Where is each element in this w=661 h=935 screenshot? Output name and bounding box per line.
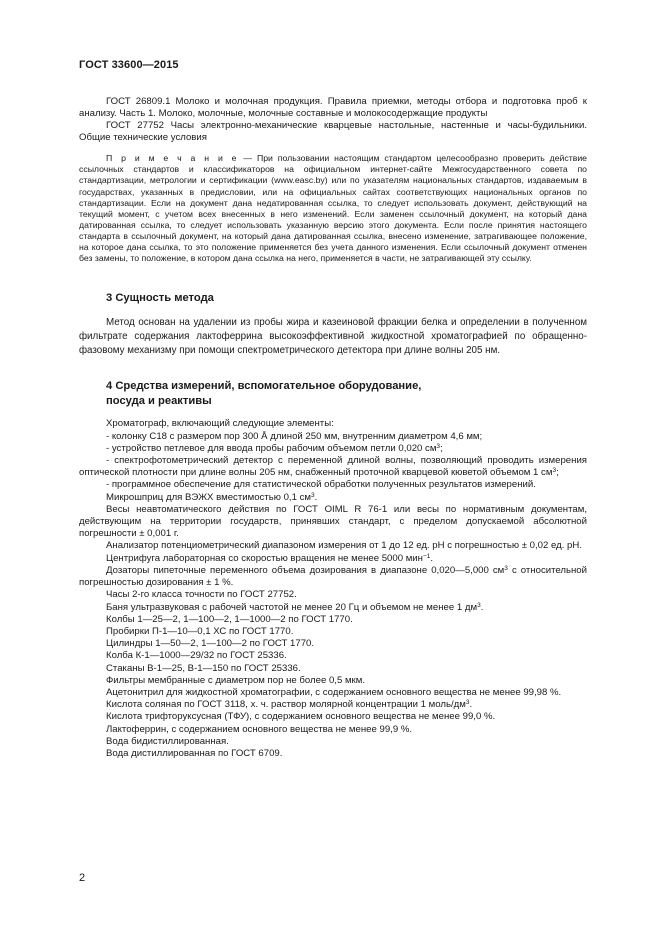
- document-header: ГОСТ 33600—2015: [79, 59, 179, 71]
- list-item: Микрошприц для ВЭЖХ вместимостью 0,1 $см^3$.: [106, 491, 318, 503]
- list-item: - устройство петлевое для ввода пробы рабочим объемом петли 0,020 $см^3$;: [106, 442, 443, 454]
- equipment-list: [79, 418, 587, 760]
- list-item: Центрифуга лабораторная со скоростью вращения не менее 5000 мин$^{-1}$.: [106, 552, 434, 564]
- list-item: Ацетонитрил для жидкостной хроматографии, с содержанием основного вещества не менее 99,98 %.: [106, 686, 562, 698]
- list-item: - колонку С18 с размером пор 300 Å длиной 250 мм, внутренним диаметром 4,6 мм;: [106, 430, 483, 442]
- note-text: — При пользовании настоящим стандартом целесообразно проверить действие ссылочных стандартов и классификаторов на официальном интернет-сайте Межгосударственного совета по стандартизации, метрологии и сертификации (www.easc.by) или по указателям национальных стандартов, издаваемым в государствах, указанных в предисловии, или на официальных сайтах соответствующих национальных органов по стандартизации. Если на документ дана недатированная ссылка, то следует использовать документ, действующий на текущий момент, с учетом всех внесенных в него изменений. Если заменен ссылочный документ, на который дана датированная ссылка, то следует использовать указанную версию этого документа. Если после принятия настоящего стандарта в ссылочный документ, на который дана датированная ссылка, внесено изменение, затрагивающее положение, на которое дана ссылка, то это положение применяется без учета данного изменения. Если ссылочный документ отменен без замены, то положение, в котором дана ссылка на него, применяется в части, не затрагивающей эту ссылку.: [79, 153, 587, 263]
- list-item: Дозаторы пипеточные переменного объема дозирования в диапазоне 0,020—5,000 $см^3$ с относительной погрешностью дозирования ± 1 %.: [79, 564, 587, 589]
- note-paragraph: [79, 153, 587, 263]
- section-4-heading: [79, 379, 587, 409]
- list-item: Вода бидистиллированная.: [106, 735, 229, 747]
- list-item: Колбы 1—25—2, 1—100—2, 1—1000—2 по ГОСТ 1770.: [106, 613, 353, 625]
- page-number: 2: [79, 872, 86, 884]
- section-4-heading-line2: посуда и реактивы: [106, 395, 212, 408]
- list-item: Лактоферрин, с содержанием основного вещества не менее 99,9 %.: [106, 723, 413, 735]
- list-item: Хроматограф, включающий следующие элементы:: [106, 418, 334, 430]
- page-content: [79, 96, 587, 760]
- list-item: Вода дистиллированная по ГОСТ 6709.: [106, 747, 283, 759]
- section-3-body: Метод основан на удалении из пробы жира и казеиновой фракции белка и определении в полученном фильтрате содержания лактоферрина высокоэффективной жидкостной хроматографией по обращенно-фазовому механизму при помощи спектрометрического детектора при длине волны 205 нм.: [79, 316, 587, 357]
- list-item: Цилиндры 1—50—2, 1—100—2 по ГОСТ 1770.: [106, 638, 315, 650]
- section-4-heading-line1: 4 Средства измерений, вспомогательное оборудование,: [106, 380, 422, 393]
- list-item: Анализатор потенциометрический диапазоном измерения от 1 до 12 ед. рН с погрешностью ± 0,02 ед. рН.: [106, 540, 582, 552]
- list-item: - программное обеспечение для статистической обработки полученных результатов измерений.: [106, 479, 536, 491]
- note-label: П р и м е ч а н и е: [106, 153, 239, 164]
- list-item: Колба К-1—1000—29/32 по ГОСТ 25336.: [106, 650, 287, 662]
- list-item: Кислота соляная по ГОСТ 3118, х. ч. раствор молярной концентрации 1 моль/$дм^3$.: [106, 699, 473, 711]
- list-item: Кислота трифторуксусная (ТФУ), с содержанием основного вещества не менее 99,0 %.: [106, 711, 496, 723]
- list-item: Стаканы В-1—25, В-1—150 по ГОСТ 25336.: [106, 662, 301, 674]
- section-3-heading: 3 Сущность метода: [106, 291, 214, 304]
- reference-item: ГОСТ 27752 Часы электронно-механические кварцевые настольные, настенные и часы-будильники. Общие технические условия: [79, 120, 587, 144]
- list-item: - спектрофотометрический детектор с переменной длиной волны, позволяющий проводить измерения оптической плотности при длине волны 205 нм, снабженный проточной кварцевой кюветой объемом 1 $см^3$;: [79, 455, 587, 479]
- list-item: Фильтры мембранные с диаметром пор не более 0,5 мкм.: [106, 674, 366, 686]
- list-item: Баня ультразвуковая с рабочей частотой не менее 20 Гц и объемом не менее 1 $дм^3$.: [106, 601, 484, 613]
- list-item: Пробирки П-1—10—0,1 ХС по ГОСТ 1770.: [106, 625, 294, 637]
- list-item: Весы неавтоматического действия по ГОСТ OIML R 76-1 или весы по нормативным документам, действующим на территории государств, принявших стандарт, с пределом допускаемой абсолютной погрешности ± 0,001 г.: [79, 503, 587, 540]
- list-item: Часы 2-го класса точности по ГОСТ 27752.: [106, 589, 297, 601]
- reference-item: ГОСТ 26809.1 Молоко и молочная продукция. Правила приемки, методы отбора и подготовка проб к анализу. Часть 1. Молоко, молочные, молочные составные и молокосодержащие продукты: [79, 96, 587, 120]
